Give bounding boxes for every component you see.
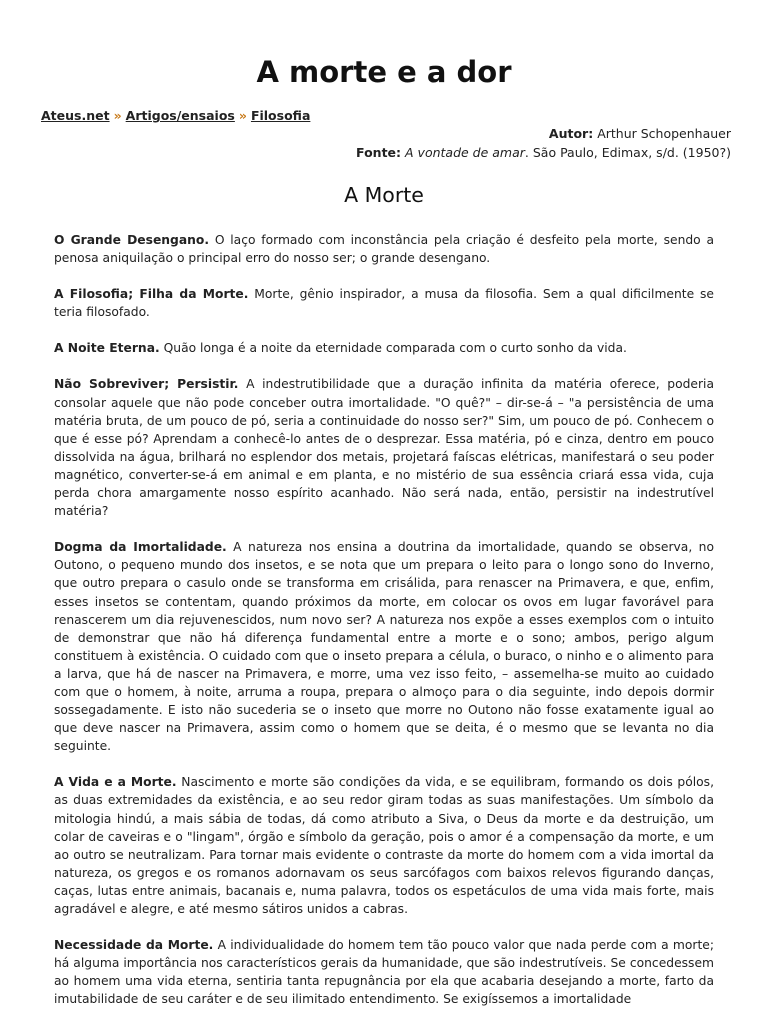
article-body: [54, 231, 714, 1026]
breadcrumb-link-philosophy[interactable]: Filosofia: [250, 108, 311, 123]
section-title: A Morte: [344, 183, 424, 207]
breadcrumb: [41, 107, 310, 125]
paragraph-heading: Dogma da Imortalidade.: [54, 540, 227, 555]
paragraph-text: Quão longa é a noite da eternidade comparada com o curto sonho da vida.: [163, 341, 627, 356]
article-meta: [356, 124, 731, 162]
author-label: Autor:: [548, 126, 594, 141]
page-title: A morte e a dor: [256, 55, 512, 89]
paragraph-text: O laço formado com inconstância pela criação é desfeito pela morte, sendo a penosa aniquilação o principal erro do nosso ser; o grande desengano.: [54, 233, 714, 266]
author-name: Arthur Schopenhauer: [597, 126, 731, 141]
paragraph-text: Morte, gênio inspirador, a musa da filosofia. Sem a qual dificilmente se teria filosofado.: [54, 287, 715, 320]
breadcrumb-link-articles[interactable]: Artigos/ensaios: [125, 108, 235, 123]
paragraph: [54, 936, 714, 1008]
source-label: Fonte:: [356, 145, 402, 160]
paragraph-heading: A Vida e a Morte.: [54, 775, 177, 790]
paragraph-heading: A Noite Eterna.: [54, 341, 160, 356]
paragraph: [54, 339, 714, 357]
paragraph: [54, 285, 714, 321]
paragraph-text: A individualidade do homem tem tão pouco valor que nada perde com a morte; há alguma importância nos característicos gerais da humanidade, que são indestrutíveis. Se concedessem ao homem uma vida eterna, sentiria tanta repugnância por ela que acabaria desejando a morte, farto da imutabilidade de seu caráter e de seu ilimitado entendimento. Se exigíssemos a imortalidade: [54, 938, 714, 1007]
paragraph: [54, 231, 714, 267]
paragraph: [54, 375, 714, 520]
paragraph-text: A indestrutibilidade que a duração infinita da matéria oferece, poderia consolar aquele que não pode conceber outra imortalidade. "O quê?" – dir-se-á – "a persistência de uma matéria bruta, de um pouco de pó, seria a continuidade do nosso ser?" Sim, um pouco de pó. Conhecem o que é esse pó? Aprendam a conhecê-lo antes de o desprezar. Essa matéria, pó e cinza, dentro em pouco dissolvida na água, brilhará no esplendor dos metais, projetará faíscas elétricas, manifestará o seu poder magnético, converter-se-á em animal e em planta, e no mistério de sua essência criará essa vida, cuja perda chora amargamente nosso espírito acanhado. Não será nada, então, persistir na indestrutível matéria?: [54, 377, 714, 519]
paragraph-heading: A Filosofia; Filha da Morte.: [54, 287, 249, 302]
breadcrumb-link-home[interactable]: Ateus.net: [41, 108, 110, 123]
paragraph-text: A natureza nos ensina a doutrina da imortalidade, quando se observa, no Outono, o pequeno mundo dos insetos, e se nota que um prepara o leito para o longo sono do Inverno, que outro prepara o casulo onde se transforma em crisálida, para renascer na Primavera, e que, enfim, esses insetos se contentam, quando próximos da morte, em colocar os ovos em lugar favorável para renascerem um dia rejuvenescidos, num novo ser? A natureza nos expõe a esses exemplos com o intuito de demonstrar que não há diferença fundamental entre a morte e o sono; ambos, perigo algum constituem à existência. O cuidado com que o inseto prepara a célula, o buraco, o ninho e o alimento para a larva, que há de nascer na Primavera, e morre, uma vez isso feito, – assemelha-se muito ao cuidado com que o homem, à noite, arruma a roupa, prepara o almoço para o dia seguinte, indo depois dormir sossegadamente. E isto não sucederia se o inseto que morre no Outono não fosse exatamente igual ao que deve nascer na Primavera, assim como o homem que se deita, é o mesmo que se levanta no dia seguinte.: [54, 540, 714, 754]
breadcrumb-separator: »: [238, 108, 247, 123]
paragraph-heading: Necessidade da Morte.: [54, 938, 214, 953]
breadcrumb-separator: »: [113, 108, 122, 123]
paragraph: [54, 538, 714, 755]
paragraph: [54, 773, 714, 918]
paragraph-heading: O Grande Desengano.: [54, 233, 210, 247]
paragraph-text: Nascimento e morte são condições da vida, e se equilibram, formando os dois pólos, as duas extremidades da existência, e ao seu redor giram todas as suas manifestações. Um símbolo da mitologia hindú, a mais sábia de todas, dá como atributo a Siva, o Deus da morte e da destruição, um colar de caveiras e o "lingam", órgão e símbolo da geração, pois o amor é a compensação da morte, e um ao outro se neutralizam. Para tornar mais evidente o contraste da morte do homem com a vida imortal da natureza, os gregos e os romanos adornavam os seus sarcófagos com baixos relevos figurando danças, caças, lutas entre animais, bacanais e, numa palavra, todos os espetáculos de uma vida mais forte, mais agradável e alegre, e até mesmo sátiros unidos a cabras.: [54, 775, 714, 916]
author-line: [356, 124, 731, 143]
source-title: A vontade de amar: [405, 145, 525, 160]
paragraph-heading: Não Sobreviver; Persistir.: [54, 377, 239, 392]
source-line: [356, 143, 731, 162]
source-details: . São Paulo, Edimax, s/d. (1950?): [524, 145, 731, 160]
